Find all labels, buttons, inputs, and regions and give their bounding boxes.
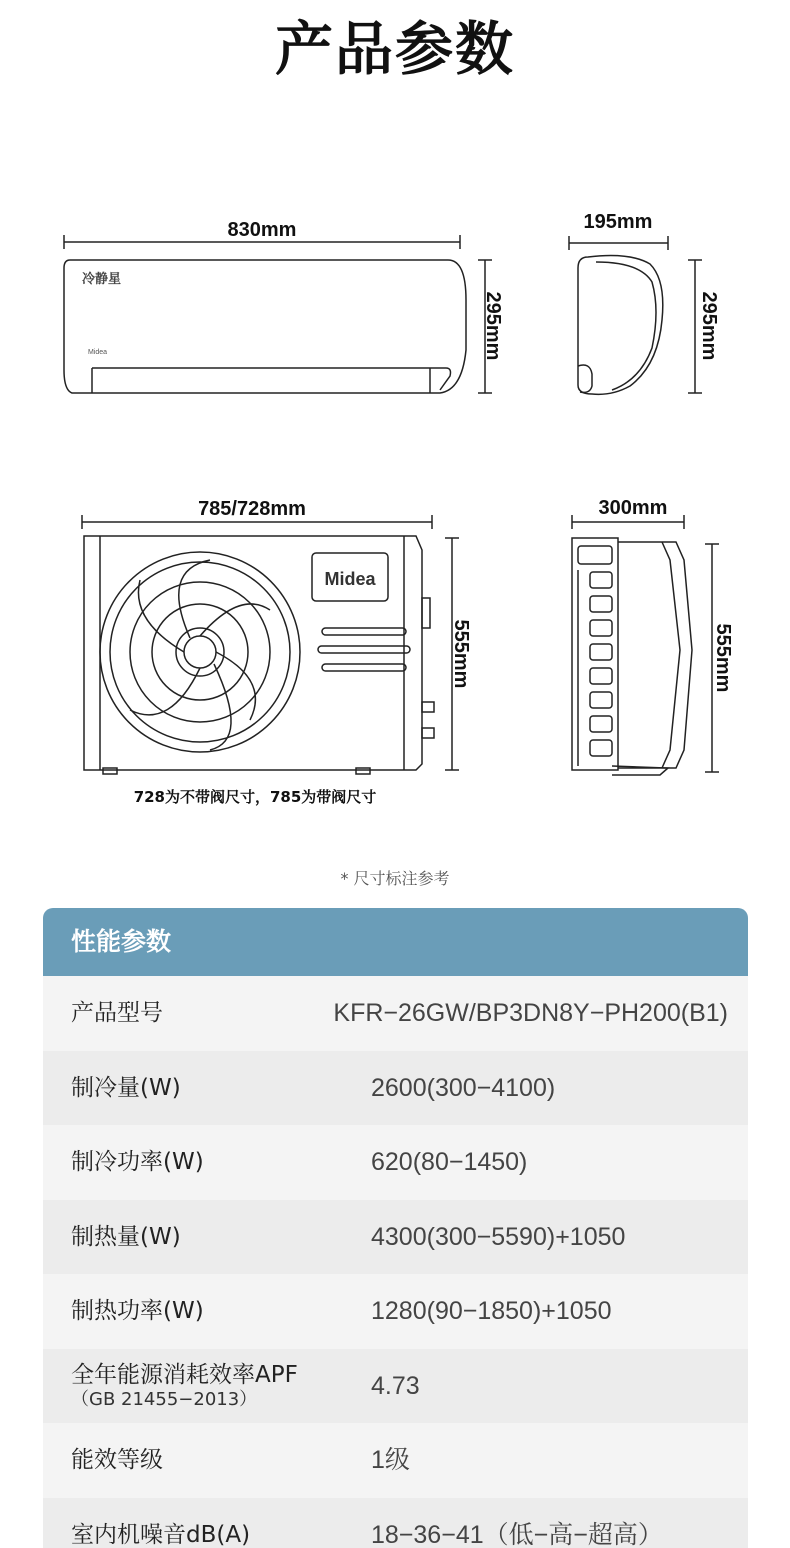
- outdoor-side-height-label: 555mm: [712, 624, 734, 693]
- indoor-width-label: 830mm: [228, 219, 297, 241]
- indoor-unit-side: [569, 236, 702, 394]
- reference-note: * 尺寸标注参考: [0, 866, 790, 889]
- row-value: 1280(90−1850)+1050: [371, 1297, 748, 1325]
- outdoor-unit-side: [572, 515, 719, 775]
- indoor-depth-label: 195mm: [584, 211, 653, 233]
- row-label: 产品型号: [43, 999, 333, 1027]
- outdoor-logo: Midea: [324, 569, 376, 589]
- table-row: [43, 1051, 748, 1126]
- indoor-brand-logo: 冷静星: [82, 271, 121, 287]
- dimension-diagram: [0, 190, 790, 830]
- row-label: 制冷量(W): [43, 1074, 371, 1102]
- row-sublabel: （GB 21455−2013）: [71, 1389, 371, 1411]
- outdoor-width-label: 785/728mm: [198, 498, 306, 520]
- spec-table: [43, 908, 748, 1548]
- row-value: 1级: [371, 1446, 748, 1474]
- row-label: 制热功率(W): [43, 1297, 371, 1325]
- row-value: 620(80−1450): [371, 1148, 748, 1176]
- outdoor-height-label: 555mm: [450, 620, 472, 689]
- row-value: 2600(300−4100): [371, 1074, 748, 1102]
- table-row: [43, 1349, 748, 1424]
- page-title: 产品参数: [0, 2, 790, 86]
- table-row: [43, 1274, 748, 1349]
- indoor-small-logo: Midea: [88, 349, 107, 356]
- outdoor-size-note: 728为不带阀尺寸，785为带阀尺寸: [134, 788, 377, 807]
- indoor-side-height-label: 295mm: [698, 292, 720, 361]
- table-row: [43, 1423, 748, 1498]
- table-row: [43, 1200, 748, 1275]
- row-label: 能效等级: [43, 1446, 371, 1474]
- spec-table-header: 性能参数: [43, 908, 748, 976]
- row-value: 18−36−41（低−高−超高）: [371, 1521, 748, 1548]
- row-label: 制冷功率(W): [43, 1148, 371, 1176]
- outdoor-depth-label: 300mm: [599, 497, 668, 519]
- outdoor-unit-front: [82, 515, 459, 774]
- table-row: [43, 976, 748, 1051]
- row-label: 全年能源消耗效率APF （GB 21455−2013）: [43, 1361, 371, 1411]
- table-row: [43, 1125, 748, 1200]
- row-value: 4300(300−5590)+1050: [371, 1223, 748, 1251]
- row-value: KFR−26GW/BP3DN8Y−PH200(B1): [333, 999, 748, 1027]
- indoor-height-label: 295mm: [482, 292, 504, 361]
- row-label: 室内机噪音dB(A): [43, 1521, 371, 1548]
- indoor-unit-front: [64, 235, 492, 393]
- row-value: 4.73: [371, 1372, 748, 1400]
- row-label: 制热量(W): [43, 1223, 371, 1251]
- table-row: [43, 1498, 748, 1548]
